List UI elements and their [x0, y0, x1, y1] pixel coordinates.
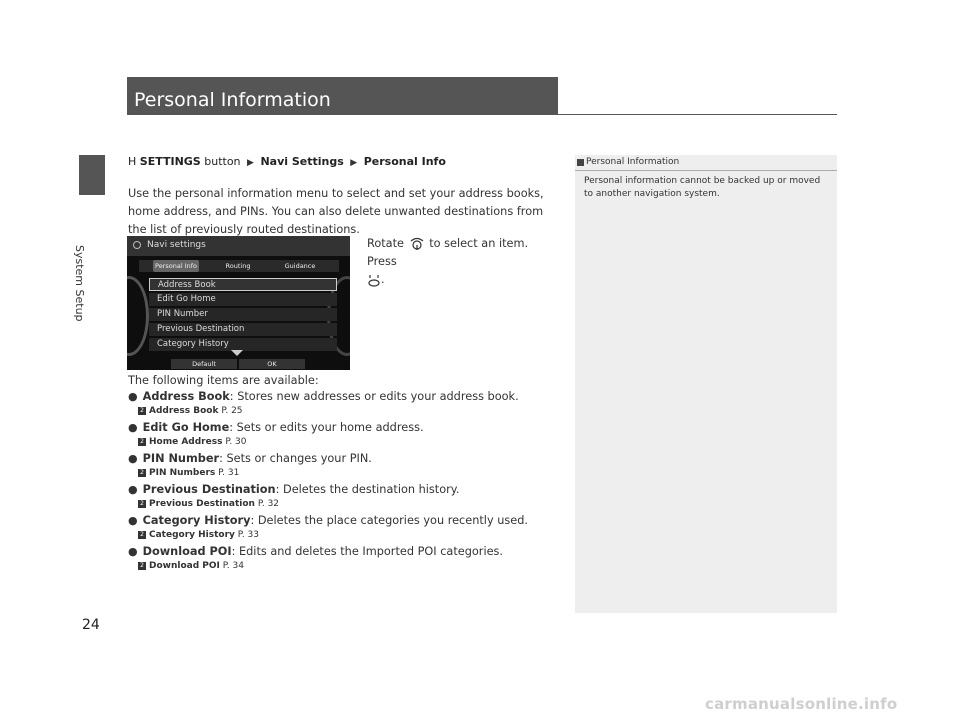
item-desc: : Deletes the place categories you recently used. — [250, 514, 528, 527]
list-item — [128, 390, 568, 421]
crumb-settings: SETTINGS — [139, 155, 201, 168]
screen-tab-routing: Routing — [225, 262, 251, 270]
item-desc: : Edits and deletes the Imported POI categories. — [231, 545, 504, 558]
ref-page: P. 30 — [225, 437, 247, 447]
reference-arrow-icon: 2 — [138, 407, 146, 415]
list-item — [128, 483, 568, 514]
item-desc: : Sets or changes your PIN. — [219, 452, 372, 465]
home-icon: H — [128, 155, 137, 168]
rotate-text-end: . — [381, 273, 385, 286]
screen-item-address-book: Address Book — [149, 278, 337, 291]
item-desc: : Sets or edits your home address. — [229, 421, 424, 434]
intro-paragraph: Use the personal information menu to select and set your address books, home address, and PINs. You can also delete unwanted destinations from the list of previously routed destinations. — [128, 187, 544, 236]
item-term: PIN Number — [142, 452, 220, 465]
ref-title: Address Book — [149, 406, 219, 416]
cross-reference[interactable] — [138, 406, 243, 416]
section-tab — [79, 155, 105, 195]
arrow-right-icon: ▶ — [350, 158, 358, 168]
screen-menu-list — [149, 278, 337, 353]
side-note-panel — [575, 155, 837, 613]
cross-reference[interactable] — [138, 468, 239, 478]
screen-item-previous-destination: Previous Destination — [149, 323, 337, 336]
crumb-button-word: button — [204, 155, 241, 168]
list-item — [128, 452, 568, 483]
arrow-right-icon: ▶ — [247, 158, 254, 168]
item-term: Category History — [142, 514, 251, 527]
reference-arrow-icon: 2 — [138, 469, 146, 477]
ref-title: Home Address — [149, 437, 223, 447]
ref-page: P. 25 — [221, 406, 243, 416]
bullet-icon: ● — [128, 390, 138, 403]
ref-title: Download POI — [149, 561, 220, 571]
navi-screen-image — [127, 236, 350, 370]
rotate-text-after: to select an item. Press — [367, 237, 529, 268]
side-note-heading: Personal Information — [586, 157, 680, 167]
reference-arrow-icon: 2 — [138, 500, 146, 508]
page-number: 24 — [82, 617, 100, 633]
bullet-icon: ● — [128, 421, 138, 434]
reference-arrow-icon: 2 — [138, 562, 146, 570]
ref-page: P. 34 — [222, 561, 244, 571]
screen-ok-button: OK — [239, 359, 305, 369]
items-list — [128, 390, 568, 576]
available-heading: The following items are available: — [128, 374, 319, 387]
item-desc: : Deletes the destination history. — [275, 483, 460, 496]
screen-item-pin-number: PIN Number — [149, 308, 337, 321]
item-term: Previous Destination — [142, 483, 276, 496]
cross-reference[interactable] — [138, 530, 259, 540]
bullet-icon: ● — [128, 514, 138, 527]
list-item — [128, 545, 568, 576]
screen-title: Navi settings — [147, 240, 206, 250]
note-marker-icon — [577, 159, 584, 166]
scroll-down-icon — [231, 350, 243, 356]
screen-tab-personal-info: Personal Info — [155, 262, 197, 270]
watermark: carmanualsonline.info — [705, 695, 898, 713]
screen-tab-guidance: Guidance — [284, 262, 316, 270]
press-dial-icon — [367, 273, 381, 287]
ref-title: PIN Numbers — [149, 468, 216, 478]
interface-dial-icon — [408, 237, 426, 251]
cross-reference[interactable] — [138, 437, 247, 447]
reference-arrow-icon: 2 — [138, 531, 146, 539]
item-term: Download POI — [142, 545, 232, 558]
ref-page: P. 33 — [237, 530, 259, 540]
breadcrumb — [128, 155, 446, 168]
screen-item-edit-go-home: Edit Go Home — [149, 293, 337, 306]
cross-reference[interactable] — [138, 561, 244, 571]
cross-reference[interactable] — [138, 499, 279, 509]
dial-arc-left — [127, 276, 149, 356]
title-rule — [127, 114, 837, 115]
bullet-icon: ● — [128, 545, 138, 558]
rotate-text-before: Rotate — [367, 237, 404, 250]
bullet-icon: ● — [128, 483, 138, 496]
gear-icon — [133, 241, 141, 249]
item-term: Address Book — [142, 390, 230, 403]
screen-item-category-history: Category History — [149, 338, 337, 351]
section-label: System Setup — [73, 245, 86, 322]
rotate-instruction — [367, 235, 552, 289]
crumb-navi-settings: Navi Settings — [260, 155, 344, 168]
bullet-icon: ● — [128, 452, 138, 465]
list-item — [128, 514, 568, 545]
ref-page: P. 32 — [257, 499, 280, 509]
page-title: Personal Information — [134, 89, 331, 111]
item-desc: : Stores new addresses or edits your address book. — [229, 390, 519, 403]
ref-title: Category History — [149, 530, 235, 540]
ref-title: Previous Destination — [149, 499, 255, 509]
side-note-body: Personal information cannot be backed up or moved to another navigation system. — [584, 176, 821, 199]
item-term: Edit Go Home — [142, 421, 230, 434]
reference-arrow-icon: 2 — [138, 438, 146, 446]
crumb-personal-info: Personal Info — [363, 155, 446, 168]
ref-page: P. 31 — [218, 468, 240, 478]
screen-default-button: Default — [171, 359, 237, 369]
list-item — [128, 421, 568, 452]
